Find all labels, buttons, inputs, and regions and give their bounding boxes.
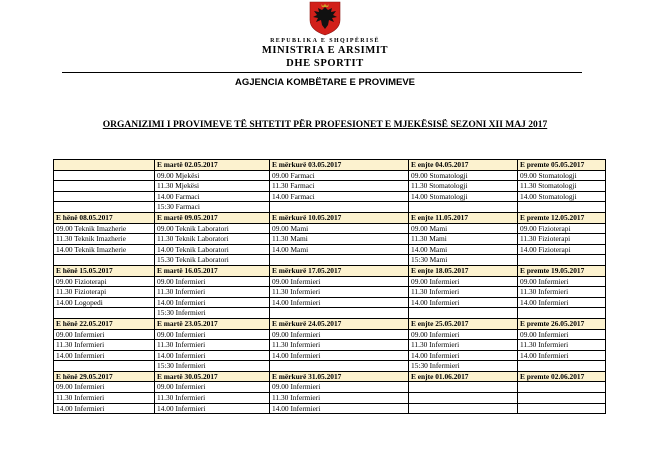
exam-cell: 14.00 Infermieri: [54, 403, 155, 414]
exam-cell: 09.00 Stomatologji: [409, 170, 518, 181]
exam-cell: 11.30 Infermieri: [155, 340, 270, 351]
exam-row: [54, 340, 606, 351]
week-header-row: [54, 318, 606, 329]
exam-cell: 09.00 Infermieri: [518, 276, 606, 287]
ministry-line-2: DHE SPORTIT: [286, 58, 364, 69]
exam-row: [54, 170, 606, 181]
exam-row: [54, 403, 606, 414]
exam-cell: 14.00 Farmaci: [155, 191, 270, 202]
day-header-cell: E martë 02.05.2017: [155, 160, 270, 171]
exam-cell: 09.00 Stomatologji: [518, 170, 606, 181]
exam-cell: [54, 308, 155, 319]
day-header-cell: E enjte 18.05.2017: [409, 265, 518, 276]
exam-cell: 09.00 Infermieri: [155, 276, 270, 287]
exam-cell: 09.00 Infermieri: [155, 329, 270, 340]
exam-cell: 14.00 Stomatologji: [518, 191, 606, 202]
exam-cell: 11.30 Mami: [270, 234, 409, 245]
week-header-row: [54, 212, 606, 223]
exam-cell: [518, 202, 606, 213]
exam-cell: 11.30 Teknik Laboratori: [155, 234, 270, 245]
week-header-row: [54, 160, 606, 171]
exam-cell: 14.00 Infermieri: [409, 297, 518, 308]
exam-row: [54, 361, 606, 372]
day-header-cell: E martë 30.05.2017: [155, 371, 270, 382]
day-header-cell: E hënë 29.05.2017: [54, 371, 155, 382]
exam-cell: 09.00 Infermieri: [270, 329, 409, 340]
exam-row: [54, 255, 606, 266]
day-header-cell: E premte 19.05.2017: [518, 265, 606, 276]
exam-row: [54, 181, 606, 192]
exam-cell: 15:30 Infermieri: [409, 361, 518, 372]
exam-cell: 15:30 Mami: [409, 255, 518, 266]
exam-cell: 11.30 Infermieri: [270, 340, 409, 351]
exam-cell: 11.30 Fizioterapi: [518, 234, 606, 245]
exam-cell: 14.00 Logopedi: [54, 297, 155, 308]
exam-cell: 09.00 Mami: [409, 223, 518, 234]
exam-cell: 09.00 Infermieri: [270, 276, 409, 287]
exam-cell: 09.00 Infermieri: [409, 329, 518, 340]
exam-cell: 14.00 Infermieri: [270, 350, 409, 361]
exam-cell: 09.00 Teknik Laboratori: [155, 223, 270, 234]
exam-cell: [518, 255, 606, 266]
day-header-cell: E mërkurë 03.05.2017: [270, 160, 409, 171]
exam-cell: 09.00 Fizioterapi: [54, 276, 155, 287]
exam-cell: 11.30 Fizioterapi: [54, 287, 155, 298]
exam-cell: [270, 255, 409, 266]
exam-cell: 11.30 Infermieri: [409, 340, 518, 351]
eagle-emblem-icon: [306, 0, 344, 36]
exam-schedule-table: [53, 159, 606, 414]
exam-cell: 09.00 Mjekësi: [155, 170, 270, 181]
exam-row: [54, 329, 606, 340]
exam-cell: 15:30 Infermieri: [155, 308, 270, 319]
exam-cell: 11.30 Infermieri: [270, 287, 409, 298]
exam-cell: [518, 382, 606, 393]
day-header-cell: E enjte 11.05.2017: [409, 212, 518, 223]
exam-row: [54, 393, 606, 404]
day-header-cell: E mërkurë 10.05.2017: [270, 212, 409, 223]
day-header-cell: E martë 23.05.2017: [155, 318, 270, 329]
day-header-cell: [54, 160, 155, 171]
exam-cell: [409, 382, 518, 393]
document-title: ORGANIZIMI I PROVIMEVE TË SHTETIT PËR PROFESIONET E MJEKËSISË SEZONI XII MAJ 2017: [102, 120, 548, 130]
exam-cell: 14.00 Mami: [270, 244, 409, 255]
day-header-cell: E enjte 04.05.2017: [409, 160, 518, 171]
exam-cell: 14.00 Infermieri: [270, 297, 409, 308]
exam-cell: [54, 181, 155, 192]
exam-cell: 15:30 Farmaci: [155, 202, 270, 213]
exam-cell: 14.00 Farmaci: [270, 191, 409, 202]
day-header-cell: E premte 05.05.2017: [518, 160, 606, 171]
exam-row: [54, 350, 606, 361]
ministry-line-1: MINISTRIA E ARSIMIT: [261, 45, 389, 56]
exam-cell: 09.00 Infermieri: [270, 382, 409, 393]
exam-cell: [409, 393, 518, 404]
exam-cell: 09.00 Infermieri: [518, 329, 606, 340]
exam-cell: 11.30 Infermieri: [54, 340, 155, 351]
exam-cell: 11.30 Mami: [409, 234, 518, 245]
day-header-cell: E martë 09.05.2017: [155, 212, 270, 223]
exam-cell: [54, 255, 155, 266]
exam-cell: [270, 361, 409, 372]
exam-cell: 15:30 Infermieri: [155, 361, 270, 372]
exam-cell: 14.00 Mami: [409, 244, 518, 255]
exam-row: [54, 308, 606, 319]
exam-cell: 14.00 Infermieri: [518, 350, 606, 361]
exam-cell: 11.30 Infermieri: [155, 287, 270, 298]
exam-cell: 09.00 Teknik Imazherie: [54, 223, 155, 234]
week-header-row: [54, 265, 606, 276]
day-header-cell: E premte 12.05.2017: [518, 212, 606, 223]
exam-row: [54, 244, 606, 255]
exam-cell: 11.30 Stomatologji: [518, 181, 606, 192]
exam-cell: 14.00 Infermieri: [155, 350, 270, 361]
exam-row: [54, 382, 606, 393]
exam-cell: 09.00 Infermieri: [409, 276, 518, 287]
exam-cell: 11.30 Infermieri: [518, 340, 606, 351]
exam-cell: 11.30 Teknik Imazherie: [54, 234, 155, 245]
exam-cell: [409, 403, 518, 414]
exam-cell: 11.30 Stomatologji: [409, 181, 518, 192]
exam-cell: 09.00 Farmaci: [270, 170, 409, 181]
exam-cell: [518, 393, 606, 404]
exam-row: [54, 276, 606, 287]
exam-cell: 14.00 Infermieri: [155, 403, 270, 414]
exam-cell: [518, 403, 606, 414]
exam-cell: 14.00 Fizioterapi: [518, 244, 606, 255]
exam-cell: [518, 308, 606, 319]
exam-cell: [270, 308, 409, 319]
day-header-cell: E enjte 25.05.2017: [409, 318, 518, 329]
exam-cell: [54, 191, 155, 202]
exam-row: [54, 191, 606, 202]
exam-cell: 14.00 Infermieri: [518, 297, 606, 308]
exam-cell: 09.00 Infermieri: [54, 329, 155, 340]
exam-cell: [518, 361, 606, 372]
agency-name: AGJENCIA KOMBËTARE E PROVIMEVE: [235, 77, 415, 88]
exam-cell: 09.00 Infermieri: [54, 382, 155, 393]
day-header-cell: E hënë 15.05.2017: [54, 265, 155, 276]
exam-cell: 14.00 Infermieri: [54, 350, 155, 361]
exam-cell: 14.00 Infermieri: [409, 350, 518, 361]
exam-cell: [54, 170, 155, 181]
exam-cell: 14.00 Infermieri: [270, 403, 409, 414]
exam-row: [54, 234, 606, 245]
day-header-cell: E mërkurë 24.05.2017: [270, 318, 409, 329]
exam-row: [54, 297, 606, 308]
exam-cell: 11.30 Infermieri: [518, 287, 606, 298]
exam-cell: 14.00 Teknik Laboratori: [155, 244, 270, 255]
exam-cell: [54, 361, 155, 372]
republic-line: REPUBLIKA E SHQIPËRISË: [270, 38, 380, 44]
exam-cell: 14.00 Infermieri: [155, 297, 270, 308]
day-header-cell: E enjte 01.06.2017: [409, 371, 518, 382]
exam-cell: 11.30 Infermieri: [409, 287, 518, 298]
exam-cell: [409, 202, 518, 213]
exam-cell: [54, 202, 155, 213]
exam-cell: [409, 308, 518, 319]
exam-cell: 11.30 Farmaci: [270, 181, 409, 192]
exam-cell: 11.30 Mjekësi: [155, 181, 270, 192]
day-header-cell: E martë 16.05.2017: [155, 265, 270, 276]
exam-cell: 09.00 Fizioterapi: [518, 223, 606, 234]
day-header-cell: E hënë 22.05.2017: [54, 318, 155, 329]
exam-cell: 11.30 Infermieri: [270, 393, 409, 404]
exam-cell: 11.30 Infermieri: [155, 393, 270, 404]
week-header-row: [54, 371, 606, 382]
exam-row: [54, 223, 606, 234]
day-header-cell: E premte 02.06.2017: [518, 371, 606, 382]
exam-row: [54, 287, 606, 298]
exam-cell: 11.30 Infermieri: [54, 393, 155, 404]
exam-cell: 14.00 Stomatologji: [409, 191, 518, 202]
exam-row: [54, 202, 606, 213]
exam-cell: 14.00 Teknik Imazherie: [54, 244, 155, 255]
exam-cell: [270, 202, 409, 213]
exam-cell: 15.30 Teknik Laboratori: [155, 255, 270, 266]
exam-cell: 09.00 Mami: [270, 223, 409, 234]
day-header-cell: E hënë 08.05.2017: [54, 212, 155, 223]
exam-cell: 09.00 Infermieri: [155, 382, 270, 393]
day-header-cell: E premte 26.05.2017: [518, 318, 606, 329]
day-header-cell: E mërkurë 31.05.2017: [270, 371, 409, 382]
header-divider: [62, 72, 582, 73]
day-header-cell: E mërkurë 17.05.2017: [270, 265, 409, 276]
